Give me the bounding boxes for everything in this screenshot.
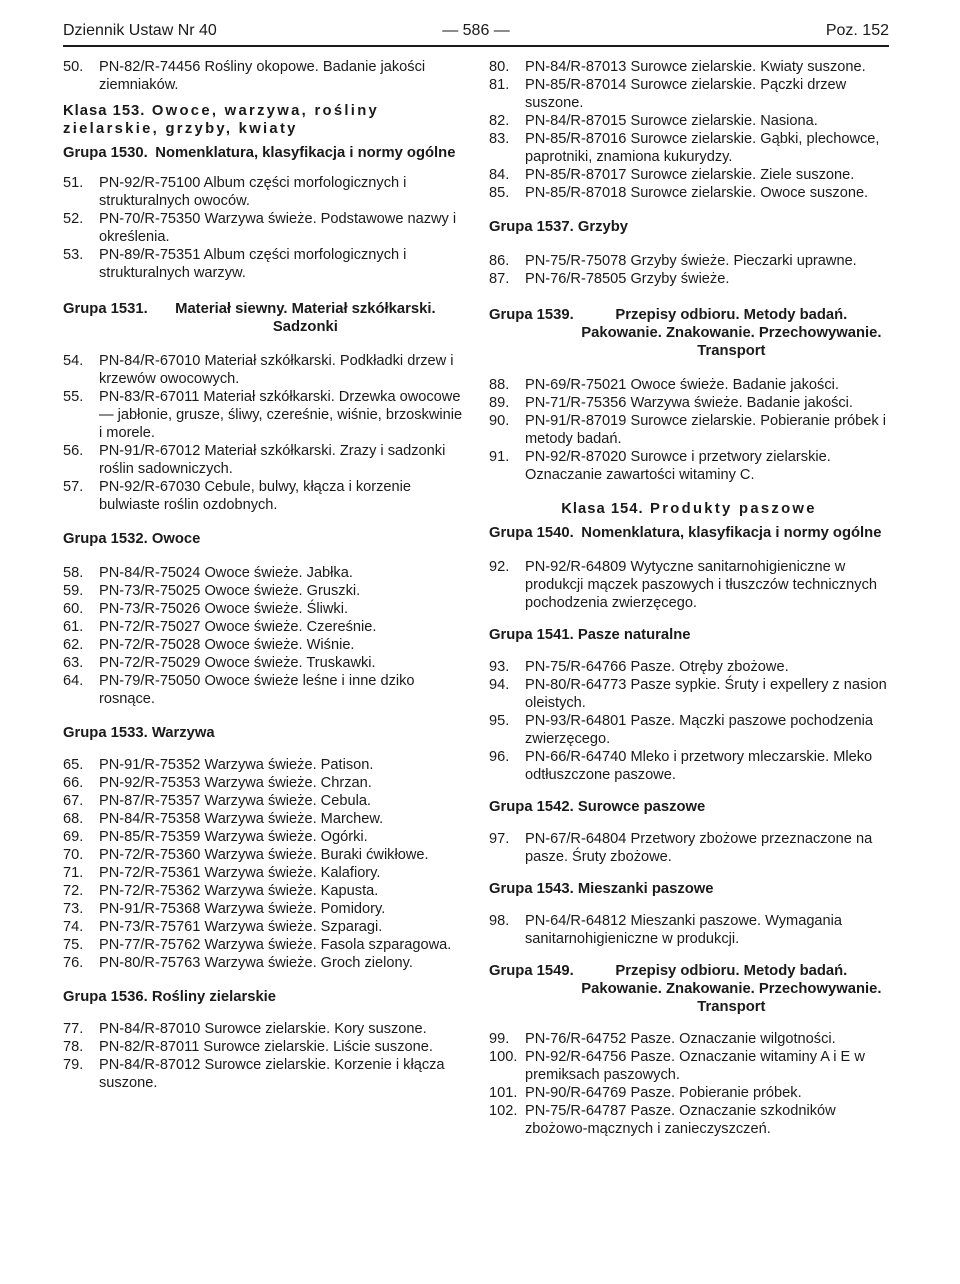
item-text: PN-87/R-75357 Warzywa świeże. Cebula. [99, 793, 371, 809]
group-label: Grupa 1549. [489, 963, 574, 979]
list-item [489, 130, 889, 166]
item-number: 78. [63, 1039, 84, 1055]
item-number: 94. [489, 677, 510, 693]
item-number: 98. [489, 913, 510, 929]
item-text: PN-76/R-64752 Pasze. Oznaczanie wilgotności. [525, 1031, 836, 1047]
item-number: 57. [63, 479, 84, 495]
group-heading: Grupa 1542. Surowce paszowe [489, 799, 706, 815]
item-text: PN-92/R-64809 Wytyczne sanitarnohigieniczne w produkcji mączek paszowych i tłuszczów technicznych pochodzenia zwierzęcego. [525, 559, 878, 611]
item-number: 55. [63, 389, 84, 405]
list-item [489, 252, 889, 270]
item-text: PN-80/R-64773 Pasze sypkie. Śruty i expellery z nasion oleistych. [525, 677, 887, 711]
list-item [63, 388, 463, 442]
item-number: 79. [63, 1057, 84, 1073]
list-item [489, 394, 889, 412]
item-text: PN-83/R-67011 Materiał szkółkarski. Drzewka owocowe — jabłonie, grusze, śliwy, czereśnie, wiśnie, brzoskwinie i morele. [99, 389, 463, 441]
list-item [489, 112, 889, 130]
group-label: Grupa 1530. [63, 145, 148, 161]
item-text: PN-92/R-87020 Surowce i przetwory zielarskie. Oznaczanie zawartości witaminy C. [525, 449, 831, 483]
list-item [63, 174, 463, 210]
group-heading [63, 144, 463, 162]
item-text: PN-72/R-75029 Owoce świeże. Truskawki. [99, 655, 376, 671]
item-text: PN-80/R-75763 Warzywa świeże. Groch zielony. [99, 955, 413, 971]
group-title: Przepisy odbioru. Metody badań. Pakowanie. Znakowanie. Przechowywanie. Transport [581, 307, 882, 359]
item-number: 72. [63, 883, 84, 899]
item-text: PN-75/R-64766 Pasze. Otręby zbożowe. [525, 659, 789, 675]
item-number: 92. [489, 559, 510, 575]
item-number: 71. [63, 865, 84, 881]
page-number: — 586 — [442, 22, 510, 39]
class-label: Klasa 153. [63, 103, 146, 119]
list-item [63, 918, 463, 936]
list-item [489, 58, 889, 76]
list-item [63, 654, 463, 672]
list-item [489, 676, 889, 712]
item-number: 77. [63, 1021, 84, 1037]
item-text: PN-89/R-75351 Album części morfologicznych i strukturalnych warzyw. [99, 247, 407, 281]
list-item [489, 270, 889, 288]
item-text: PN-72/R-75360 Warzywa świeże. Buraki ćwikłowe. [99, 847, 429, 863]
item-number: 88. [489, 377, 510, 393]
group-heading [489, 306, 889, 360]
list-item [489, 166, 889, 184]
item-text: PN-72/R-75361 Warzywa świeże. Kalafiory. [99, 865, 381, 881]
item-number: 52. [63, 211, 84, 227]
group-title: Przepisy odbioru. Metody badań. Pakowanie. Znakowanie. Przechowywanie. Transport [581, 963, 882, 1015]
group-heading: Grupa 1543. Mieszanki paszowe [489, 881, 714, 897]
list-item [63, 900, 463, 918]
list-item [489, 376, 889, 394]
item-number: 82. [489, 113, 510, 129]
group-heading: Grupa 1533. Warzywa [63, 725, 215, 741]
item-number: 91. [489, 449, 510, 465]
item-text: PN-84/R-87012 Surowce zielarskie. Korzenie i kłącza suszone. [99, 1057, 445, 1091]
item-text: PN-71/R-75356 Warzywa świeże. Badanie jakości. [525, 395, 853, 411]
class-title: Owoce, warzywa, rośliny zielarskie, grzyby, kwiaty [63, 103, 380, 137]
item-number: 64. [63, 673, 84, 689]
item-number: 99. [489, 1031, 510, 1047]
group-heading [489, 962, 889, 1016]
item-number: 83. [489, 131, 510, 147]
item-number: 85. [489, 185, 510, 201]
group-heading: Grupa 1537. Grzyby [489, 219, 628, 235]
class-heading [63, 102, 463, 138]
item-number: 89. [489, 395, 510, 411]
item-text: PN-90/R-64769 Pasze. Pobieranie próbek. [525, 1085, 802, 1101]
item-text: PN-67/R-64804 Przetwory zbożowe przeznaczone na pasze. Śruty zbożowe. [525, 831, 873, 865]
class-label: Klasa 154. [561, 501, 644, 517]
list-item [63, 954, 463, 972]
item-number: 54. [63, 353, 84, 369]
list-item [489, 1030, 889, 1048]
list-item [489, 1084, 889, 1102]
list-item [63, 442, 463, 478]
list-item [63, 636, 463, 654]
list-item [489, 830, 889, 866]
list-item [489, 184, 889, 202]
item-text: PN-91/R-67012 Materiał szkółkarski. Zrazy i sadzonki roślin sadowniczych. [99, 443, 446, 477]
group-label: Grupa 1540. [489, 525, 574, 541]
list-item [489, 1048, 889, 1084]
item-text: PN-82/R-87011 Surowce zielarskie. Liście suszone. [99, 1039, 433, 1055]
list-item [489, 412, 889, 448]
list-item [63, 600, 463, 618]
list-item [63, 882, 463, 900]
item-text: PN-73/R-75025 Owoce świeże. Gruszki. [99, 583, 361, 599]
item-number: 81. [489, 77, 510, 93]
item-number: 50. [63, 59, 84, 75]
item-text: PN-82/R-74456 Rośliny okopowe. Badanie jakości ziemniaków. [99, 59, 426, 93]
class-heading [489, 500, 889, 518]
item-text: PN-72/R-75362 Warzywa świeże. Kapusta. [99, 883, 379, 899]
group-heading: Grupa 1541. Pasze naturalne [489, 627, 691, 643]
item-text: PN-91/R-87019 Surowce zielarskie. Pobieranie próbek i metody badań. [525, 413, 886, 447]
item-number: 63. [63, 655, 84, 671]
item-text: PN-92/R-64756 Pasze. Oznaczanie witaminy A i E w premiksach paszowych. [525, 1049, 865, 1083]
list-item [63, 1020, 463, 1038]
item-text: PN-84/R-75024 Owoce świeże. Jabłka. [99, 565, 353, 581]
item-number: 84. [489, 167, 510, 183]
list-item [63, 936, 463, 954]
group-heading [63, 300, 463, 336]
item-number: 100. [489, 1049, 518, 1065]
item-text: PN-75/R-64787 Pasze. Oznaczanie szkodników zbożowo-mącznych i zanieczyszczeń. [525, 1103, 836, 1137]
list-item [63, 864, 463, 882]
item-text: PN-91/R-75352 Warzywa świeże. Patison. [99, 757, 374, 773]
item-number: 96. [489, 749, 510, 765]
group-heading [489, 524, 889, 542]
item-number: 53. [63, 247, 84, 263]
item-number: 62. [63, 637, 84, 653]
left-column [63, 58, 463, 1092]
item-text: PN-92/R-75100 Album części morfologicznych i strukturalnych owoców. [99, 175, 407, 209]
item-text: PN-66/R-64740 Mleko i przetwory mleczarskie. Mleko odtłuszczone paszowe. [525, 749, 873, 783]
item-number: 76. [63, 955, 84, 971]
item-text: PN-72/R-75027 Owoce świeże. Czereśnie. [99, 619, 377, 635]
item-number: 59. [63, 583, 84, 599]
list-item [489, 448, 889, 484]
item-number: 80. [489, 59, 510, 75]
item-text: PN-84/R-87010 Surowce zielarskie. Kory suszone. [99, 1021, 427, 1037]
list-item [489, 558, 889, 612]
item-number: 102. [489, 1103, 518, 1119]
item-number: 67. [63, 793, 84, 809]
list-item [489, 748, 889, 784]
item-number: 60. [63, 601, 84, 617]
item-number: 65. [63, 757, 84, 773]
right-column [489, 58, 889, 1138]
item-number: 101. [489, 1085, 518, 1101]
item-text: PN-85/R-75359 Warzywa świeże. Ogórki. [99, 829, 368, 845]
item-number: 95. [489, 713, 510, 729]
item-number: 56. [63, 443, 84, 459]
item-text: PN-84/R-75358 Warzywa świeże. Marchew. [99, 811, 384, 827]
item-number: 73. [63, 901, 84, 917]
list-item [63, 564, 463, 582]
list-item [63, 246, 463, 282]
item-text: PN-69/R-75021 Owoce świeże. Badanie jakości. [525, 377, 839, 393]
item-text: PN-92/R-75353 Warzywa świeże. Chrzan. [99, 775, 372, 791]
item-text: PN-91/R-75368 Warzywa świeże. Pomidory. [99, 901, 386, 917]
item-number: 86. [489, 253, 510, 269]
item-text: PN-76/R-78505 Grzyby świeże. [525, 271, 730, 287]
class-title: Produkty paszowe [650, 501, 817, 517]
item-number: 87. [489, 271, 510, 287]
list-item [489, 712, 889, 748]
list-item [63, 774, 463, 792]
item-number: 66. [63, 775, 84, 791]
group-label: Grupa 1531. [63, 301, 148, 317]
list-item [63, 478, 463, 514]
list-item [63, 792, 463, 810]
list-item [489, 1102, 889, 1138]
group-title: Materiał siewny. Materiał szkółkarski. Sadzonki [175, 301, 436, 335]
list-item [63, 352, 463, 388]
list-item [489, 658, 889, 676]
group-title: Nomenklatura, klasyfikacja i normy ogólne [581, 525, 882, 541]
list-item [63, 210, 463, 246]
group-title: Nomenklatura, klasyfikacja i normy ogólne [155, 145, 456, 161]
item-text: PN-93/R-64801 Pasze. Mączki paszowe pochodzenia zwierzęcego. [525, 713, 874, 747]
item-text: PN-84/R-87013 Surowce zielarskie. Kwiaty suszone. [525, 59, 866, 75]
page-header [63, 20, 889, 46]
list-item [63, 1038, 463, 1056]
item-text: PN-85/R-87016 Surowce zielarskie. Gąbki, plechowce, paprotniki, znamiona kukurydzy. [525, 131, 880, 165]
list-item [63, 756, 463, 774]
item-text: PN-73/R-75026 Owoce świeże. Śliwki. [99, 601, 348, 617]
list-item [63, 1056, 463, 1092]
journal-title: Dziennik Ustaw Nr 40 [63, 22, 217, 39]
item-number: 93. [489, 659, 510, 675]
group-heading: Grupa 1532. Owoce [63, 531, 201, 547]
group-heading: Grupa 1536. Rośliny zielarskie [63, 989, 277, 1005]
item-text: PN-64/R-64812 Mieszanki paszowe. Wymagania sanitarnohigieniczne w produkcji. [525, 913, 843, 947]
header-rule [63, 45, 889, 47]
list-item [63, 810, 463, 828]
item-text: PN-70/R-75350 Warzywa świeże. Podstawowe nazwy i określenia. [99, 211, 457, 245]
item-number: 74. [63, 919, 84, 935]
item-number: 70. [63, 847, 84, 863]
item-text: PN-85/R-87018 Surowce zielarskie. Owoce suszone. [525, 185, 869, 201]
item-text: PN-77/R-75762 Warzywa świeże. Fasola szparagowa. [99, 937, 452, 953]
list-item [489, 912, 889, 948]
list-item [63, 618, 463, 636]
item-number: 69. [63, 829, 84, 845]
item-text: PN-84/R-67010 Materiał szkółkarski. Podkładki drzew i krzewów owocowych. [99, 353, 454, 387]
item-number: 58. [63, 565, 84, 581]
group-label: Grupa 1539. [489, 307, 574, 323]
list-item [63, 672, 463, 708]
list-item [63, 58, 463, 94]
item-text: PN-72/R-75028 Owoce świeże. Wiśnie. [99, 637, 355, 653]
item-number: 68. [63, 811, 84, 827]
item-text: PN-85/R-87017 Surowce zielarskie. Ziele suszone. [525, 167, 855, 183]
item-number: 51. [63, 175, 84, 191]
list-item [63, 828, 463, 846]
item-text: PN-79/R-75050 Owoce świeże leśne i inne dziko rosnące. [99, 673, 415, 707]
item-text: PN-75/R-75078 Grzyby świeże. Pieczarki uprawne. [525, 253, 857, 269]
item-number: 90. [489, 413, 510, 429]
item-text: PN-73/R-75761 Warzywa świeże. Szparagi. [99, 919, 383, 935]
position-number: Poz. 152 [825, 22, 889, 39]
list-item [489, 76, 889, 112]
item-text: PN-92/R-67030 Cebule, bulwy, kłącza i korzenie bulwiaste roślin ozdobnych. [99, 479, 412, 513]
item-text: PN-84/R-87015 Surowce zielarskie. Nasiona. [525, 113, 818, 129]
item-text: PN-85/R-87014 Surowce zielarskie. Pączki drzew suszone. [525, 77, 847, 111]
list-item [63, 582, 463, 600]
list-item [63, 846, 463, 864]
item-number: 75. [63, 937, 84, 953]
item-number: 61. [63, 619, 84, 635]
item-number: 97. [489, 831, 510, 847]
